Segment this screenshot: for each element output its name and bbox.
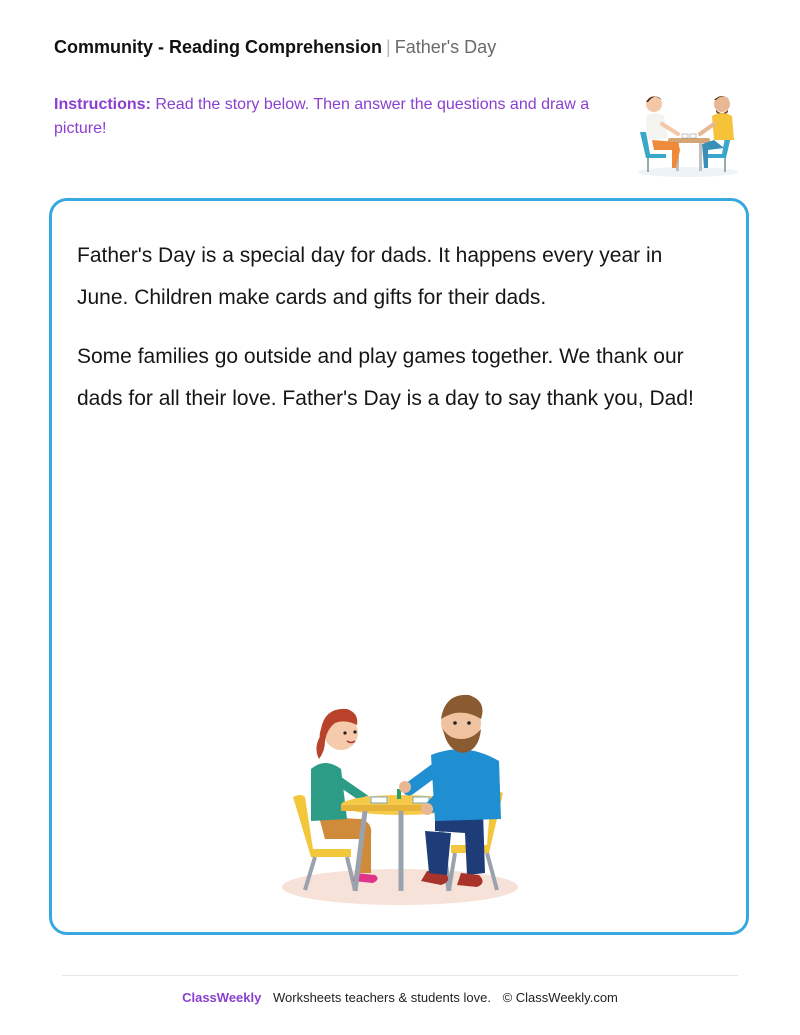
story-paragraph-2: Some families go outside and play games together. We thank our dads for all their love. Father's Day is a day to say thank you, Dad!	[77, 345, 694, 410]
story-paragraph-1: Father's Day is a special day for dads. It happens every year in June. Children make cards and gifts for their dads.	[77, 244, 663, 309]
instructions-text: Read the story below. Then answer the questions and draw a picture!	[54, 96, 590, 137]
story-illustration	[255, 685, 545, 915]
footer-copyright: © ClassWeekly.com	[502, 990, 618, 1005]
footer-brand[interactable]: ClassWeekly	[182, 990, 262, 1005]
instructions-label: Instructions:	[54, 96, 151, 113]
footer-divider	[62, 975, 738, 976]
title-separator: |	[386, 37, 391, 57]
instructions	[54, 93, 614, 141]
topic-title: Father's Day	[394, 37, 497, 57]
footer	[0, 990, 800, 1005]
worksheet-header	[54, 37, 496, 58]
story-text	[77, 235, 697, 437]
header-illustration	[632, 88, 744, 180]
footer-tagline: Worksheets teachers & students love.	[272, 990, 491, 1005]
subject-title: Community - Reading Comprehension	[54, 37, 383, 57]
